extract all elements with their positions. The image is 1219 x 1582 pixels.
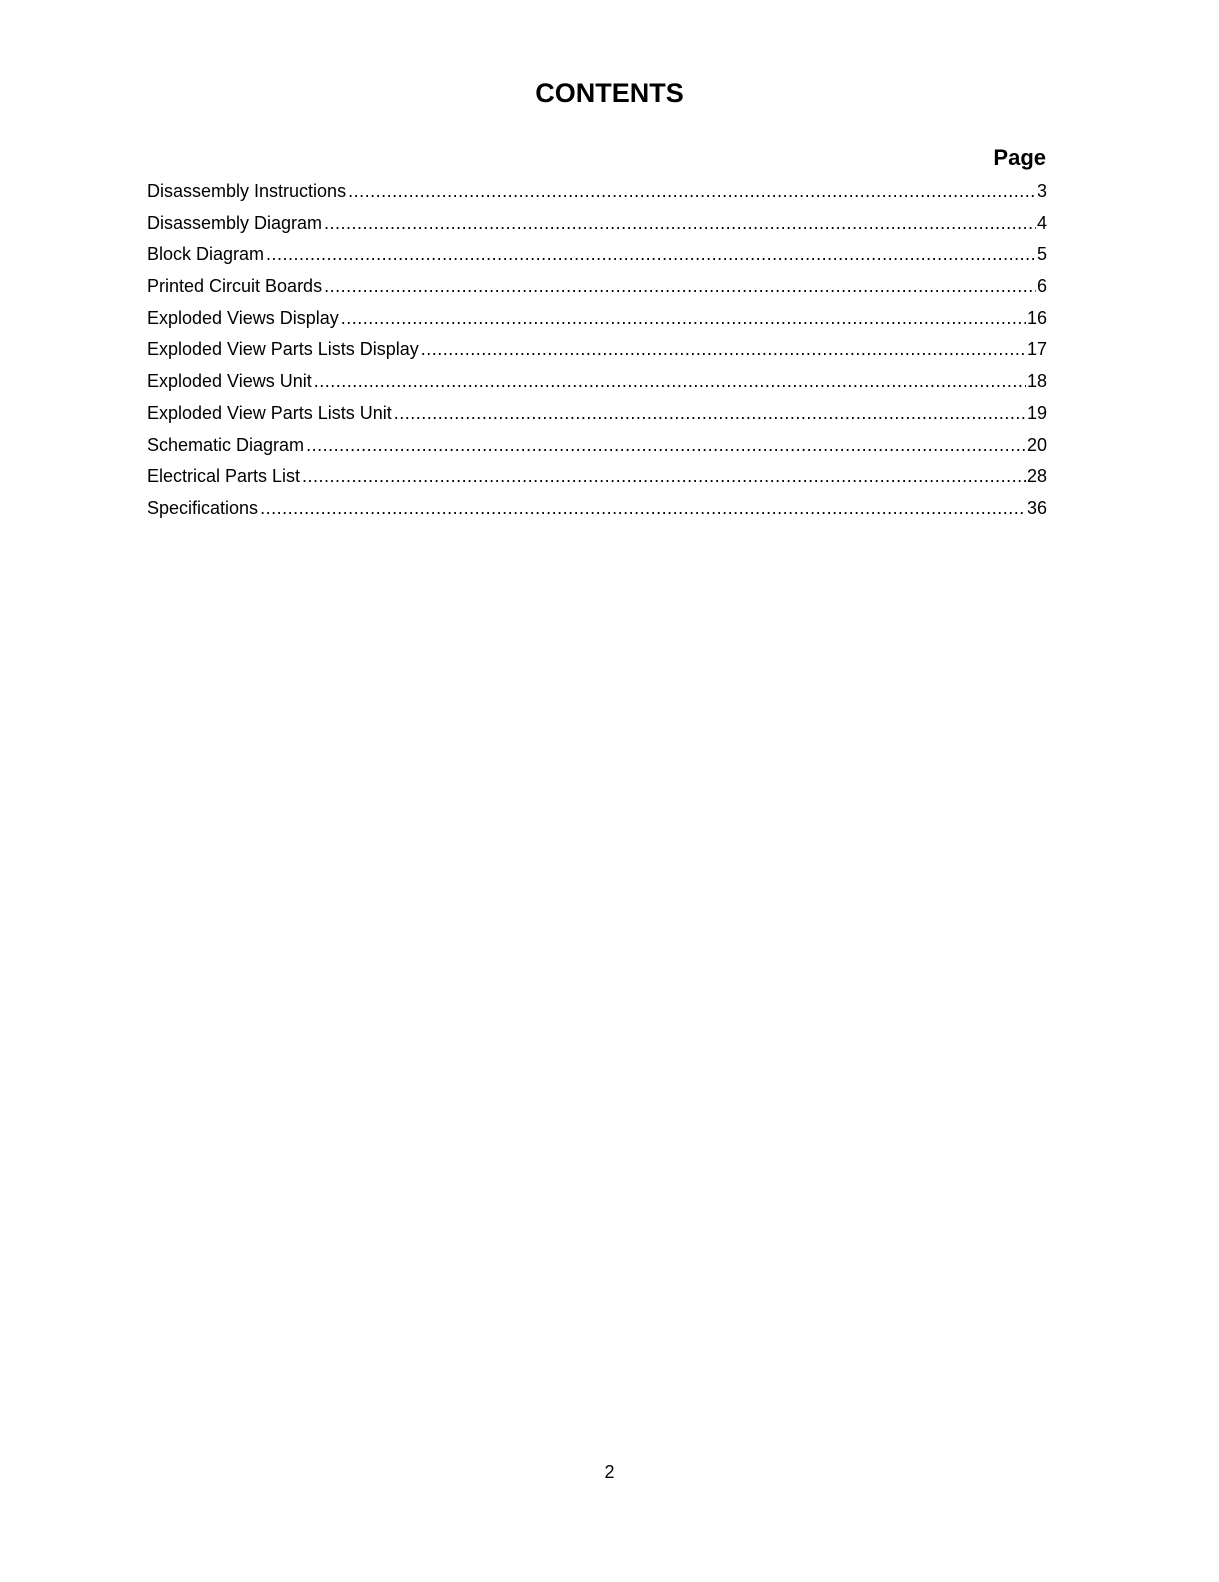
dot-leader (324, 209, 1036, 237)
dot-leader (314, 367, 1026, 395)
toc-entry-page: 3 (1036, 181, 1047, 201)
toc-entry-page: 18 (1026, 371, 1047, 392)
toc-entry-label: Specifications (147, 497, 259, 518)
dot-leader (302, 462, 1026, 490)
document-title: CONTENTS (535, 78, 684, 108)
toc-entry-page: 20 (1026, 434, 1047, 455)
page-number: 2 (604, 1462, 615, 1482)
toc-entry-page: 6 (1036, 276, 1047, 297)
toc-entry[interactable] (147, 177, 1047, 209)
dot-leader (324, 272, 1036, 300)
toc-entry-label: Exploded View Parts Lists Display (147, 339, 419, 360)
toc-entry-page: 5 (1036, 244, 1047, 265)
toc-entry-label: Schematic Diagram (147, 434, 305, 455)
toc-entry-label: Exploded Views Unit (147, 371, 312, 392)
table-of-contents (147, 177, 1047, 526)
dot-leader (394, 399, 1026, 427)
toc-entry[interactable] (147, 399, 1047, 431)
toc-entry[interactable] (147, 462, 1047, 494)
dot-leader (348, 177, 1036, 205)
toc-entry-page: 28 (1026, 466, 1047, 487)
toc-entry[interactable] (147, 335, 1047, 367)
dot-leader (421, 335, 1026, 363)
toc-entry[interactable] (147, 494, 1047, 526)
toc-entry-page: 4 (1036, 212, 1047, 233)
dot-leader (260, 494, 1026, 522)
toc-entry-page: 16 (1026, 307, 1047, 328)
toc-entry[interactable] (147, 209, 1047, 241)
toc-entry-page: 36 (1026, 497, 1047, 518)
dot-leader (341, 304, 1026, 332)
toc-entry-label: Electrical Parts List (147, 466, 301, 487)
toc-entry[interactable] (147, 431, 1047, 463)
toc-entry[interactable] (147, 304, 1047, 336)
dot-leader (306, 431, 1026, 459)
toc-entry-page: 17 (1026, 339, 1047, 360)
toc-entry-label: Block Diagram (147, 244, 265, 265)
toc-entry-label: Exploded View Parts Lists Unit (147, 402, 392, 423)
toc-entry-label: Disassembly Diagram (147, 212, 323, 233)
toc-entry-page: 19 (1026, 402, 1047, 423)
toc-entry[interactable] (147, 367, 1047, 399)
toc-entry[interactable] (147, 272, 1047, 304)
dot-leader (266, 240, 1036, 268)
page-column-heading: Page (993, 145, 1046, 170)
toc-entry-label: Disassembly Instructions (147, 181, 347, 201)
toc-entry[interactable] (147, 240, 1047, 272)
toc-entry-label: Printed Circuit Boards (147, 276, 323, 297)
toc-entry-label: Exploded Views Display (147, 307, 339, 328)
